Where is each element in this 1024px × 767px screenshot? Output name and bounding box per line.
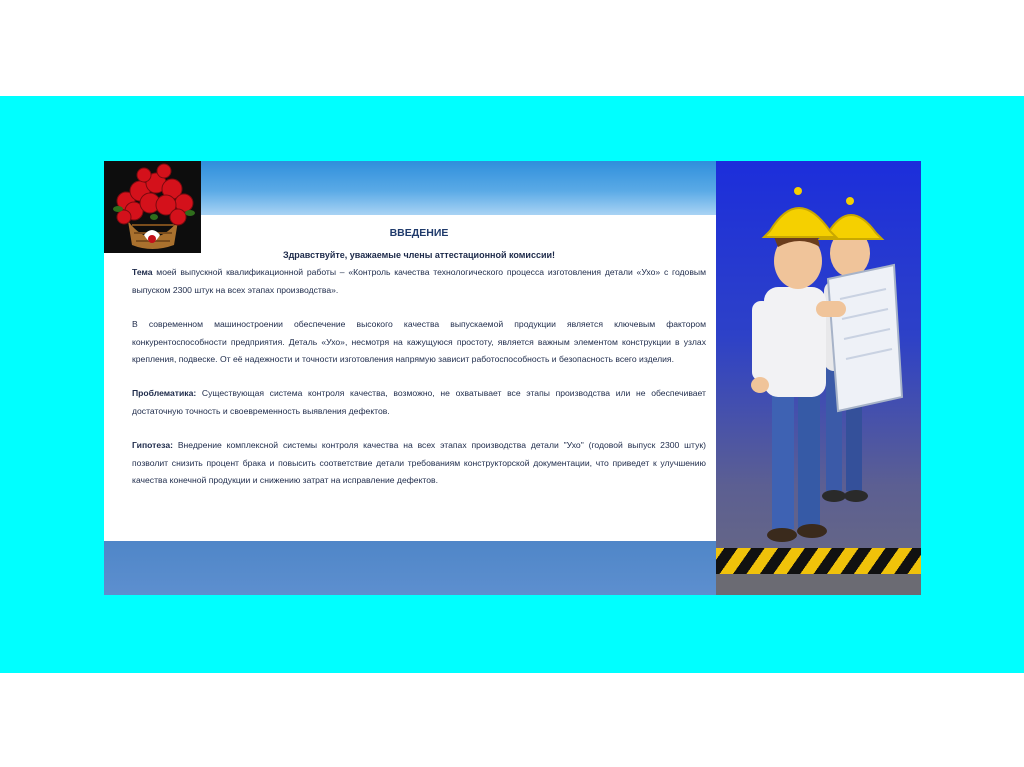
topic-paragraph (132, 264, 706, 299)
engineers-illustration-panel (716, 161, 921, 595)
floor-strip (716, 574, 921, 595)
topic-text: моей выпускной квалификационной работы – «Контроль качества технологического процесса изготовления детали «Ухо» с годовым выпуском 2300 штук на всех этапах производства». (132, 267, 706, 295)
problem-text: Существующая система контроля качества, возможно, не охватывает все этапы производства или не обеспечивает достаточную точность и своевременность выявления дефектов. (132, 388, 706, 416)
hypothesis-label: Гипотеза: (132, 440, 173, 451)
topic-label: Тема (132, 267, 153, 278)
slide-content (132, 225, 706, 489)
hypothesis-paragraph (132, 437, 706, 489)
hypothesis-text: Внедрение комплексной системы контроля качества на всех этапах производства детали "Ухо" (годовой выпуск 2300 штук) позволит снизить процент брака и повысить соответствие детали требованиям конструкторской документации, что приведет к улучшению качества конечной продукции и снижению затрат на исправление дефектов. (132, 440, 706, 486)
intro-paragraph: В современном машиностроении обеспечение высокого качества выпускаемой продукции является ключевым фактором конкурентоспособности предприятия. Деталь «Ухо», несмотря на кажущуюся простоту, является важным элементом конструкции в узлах крепления, подвеске. От её надежности и точности изготовления напрямую зависит работоспособность и безопасность всего изделия. (132, 319, 706, 365)
problem-label: Проблематика: (132, 388, 197, 399)
slide-footer-bar (104, 541, 716, 595)
slide-title: ВВЕДЕНИЕ (389, 227, 449, 239)
blueprint-icon (828, 265, 902, 411)
presentation-slide (104, 161, 921, 595)
engineers-icon (716, 161, 921, 551)
greeting: Здравствуйте, уважаемые члены аттестационной комиссии! (282, 250, 556, 260)
hazard-stripes (716, 548, 921, 574)
problem-paragraph (132, 385, 706, 420)
